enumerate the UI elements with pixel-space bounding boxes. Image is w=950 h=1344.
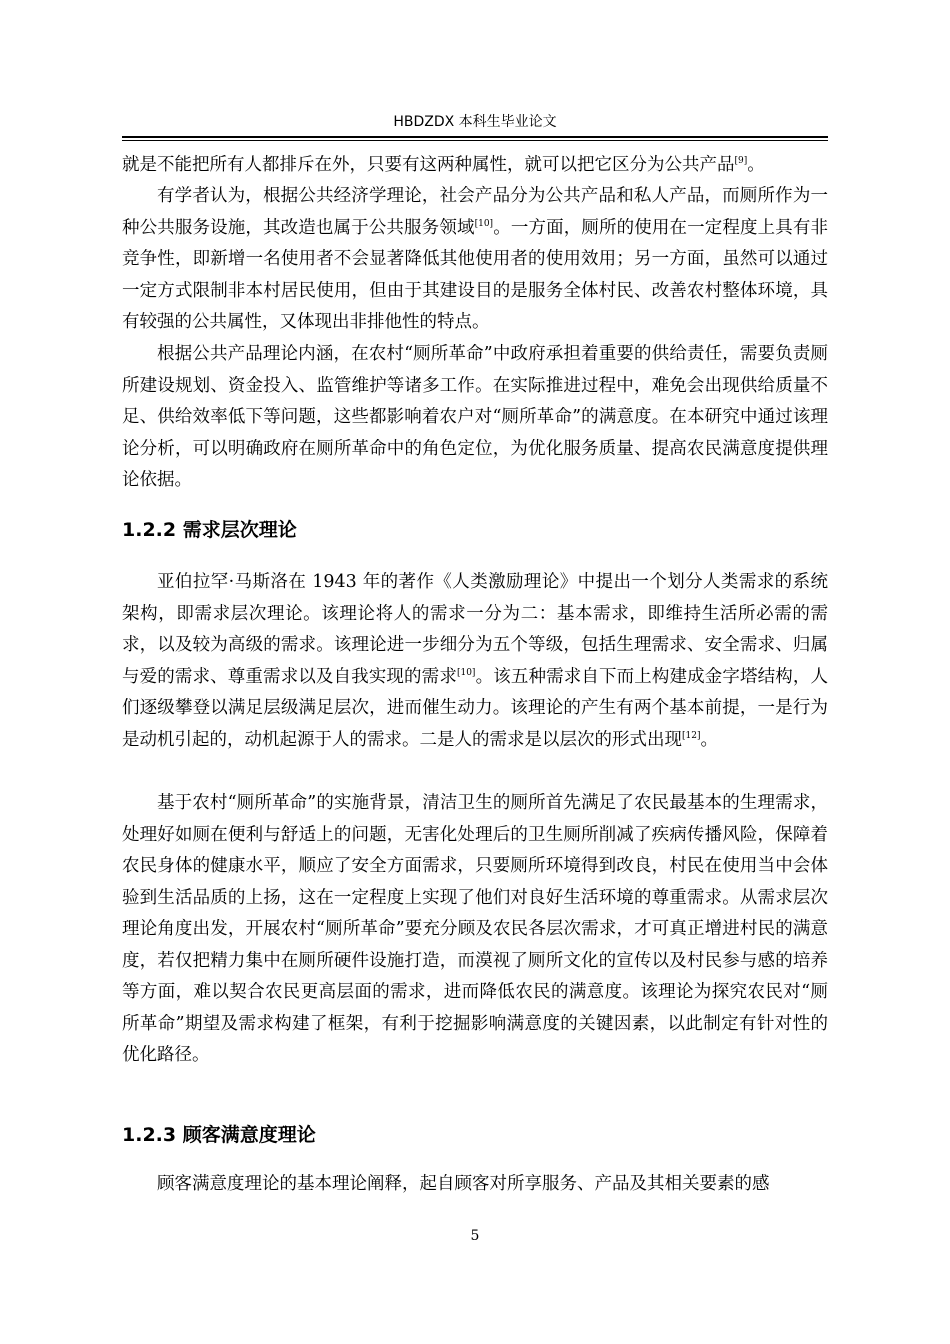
paragraph-text: 。该五种需求自下而上构建成金字塔结构，人们逐级攀登以满足层级满足层次，进而催生动力。该理论的产生有两个基本前提，一是行为是动机引起的，动机起源于人的需求。二是人的需求是以层次的形式出现 — [122, 666, 829, 750]
paragraph-continuation — [122, 150, 828, 182]
paragraph-customer-satisfaction: 顾客满意度理论的基本理论阐释，起自顾客对所享服务、产品及其相关要素的感 — [157, 1174, 770, 1194]
paragraph-toilet-revolution-needs: 基于农村“厕所革命”的实施背景，清洁卫生的厕所首先满足了农民最基本的生理需求，处理好如厕在便利与舒适上的问题，无害化处理后的卫生厕所削减了疾病传播风险，保障着农民身体的健康水平，顺应了安全方面需求，只要厕所环境得到改良，村民在使用当中会体验到生活品质的上扬，这在一定程度上实现了他们对良好生活环境的尊重需求。从需求层次理论角度出发，开展农村“厕所革命”要充分顾及农民各层次需求，才可真正增进村民的满意度，若仅把精力集中在厕所硬件设施打造，而漠视了厕所文化的宣传以及村民参与感的培养等方面，难以契合农民更高层面的需求，进而降低农民的满意度。该理论为探究农民对“厕所革命”期望及需求构建了框架，有利于挖掘影响满意度的关键因素，以此制定有针对性的优化路径。 — [122, 793, 828, 1065]
paragraph-text: 有学者认为，根据公共经济学理论，社会产品分为公共产品和私人产品，而厕所作为一种公共服务设施，其改造也属于公共服务领域 — [122, 186, 828, 238]
header-rule-thick — [122, 136, 828, 138]
paragraph-text: 。 — [747, 155, 765, 175]
header-rule-thin — [122, 140, 828, 141]
paragraph-text: 就是不能把所有人都排斥在外，只要有这两种属性，就可以把它区分为公共产品 — [122, 155, 735, 175]
paragraph-text: 。一方面，厕所的使用在一定程度上具有非竞争性，即新增一名使用者不会显著降低其他使用者的使用效用；另一方面，虽然可以通过一定方式限制非本村居民使用，但由于其建设目的是服务全体村民、改善农村整体环境，具有较强的公共属性，又体现出非排他性的特点。 — [122, 217, 829, 332]
paragraph-maslow — [122, 567, 828, 756]
citation-ref: [9] — [734, 156, 748, 166]
citation-ref: [10] — [474, 218, 494, 229]
paragraph-text: 亚伯拉罕·马斯洛在 1943 年的著作《人类激励理论》中提出一个划分人类需求的系统架构，即需求层次理论。该理论将人的需求一分为二：基本需求，即维持生活所必需的需求，以及较为高级的需求。该理论进一步细分为五个等级，包括生理需求、安全需求、归属与爱的需求、尊重需求以及自我实现的需求 — [122, 572, 828, 687]
paragraph-text: 。 — [700, 729, 718, 750]
paragraph-public-goods — [122, 181, 828, 339]
paragraph-government-supply: 根据公共产品理论内涵，在农村“厕所革命”中政府承担着重要的供给责任，需要负责厕所建设规划、资金投入、监管维护等诸多工作。在实际推进过程中，难免会出现供给质量不足、供给效率低下等问题，这些都影响着农户对“厕所革命”的满意度。在本研究中通过该理论分析，可以明确政府在厕所革命中的角色定位，为优化服务质量、提高农民满意度提供理论依据。 — [122, 344, 828, 490]
page-number: 5 — [470, 1228, 480, 1244]
citation-ref: [12] — [682, 730, 701, 741]
section-heading-1-2-3: 1.2.3 顾客满意度理论 — [122, 1124, 316, 1146]
running-header: HBDZDX 本科生毕业论文 — [393, 114, 557, 130]
section-heading-1-2-2: 1.2.2 需求层次理论 — [122, 519, 297, 541]
citation-ref: [10] — [456, 667, 476, 678]
